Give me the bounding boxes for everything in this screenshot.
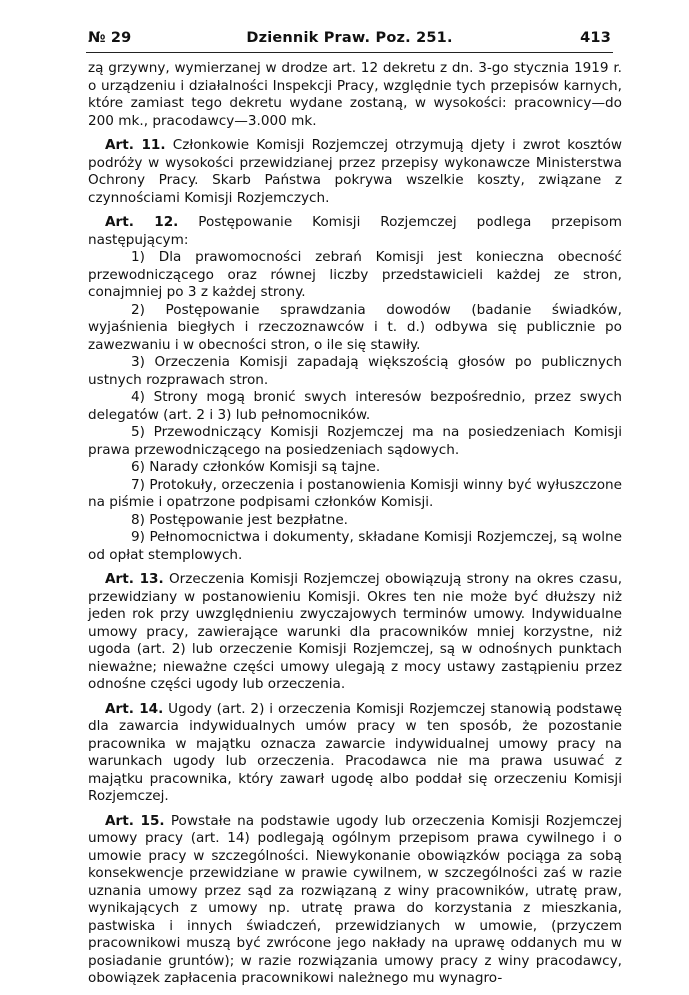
article-12-item-6: 6) Narady członków Komisji są tajne.	[131, 459, 381, 475]
document-body	[88, 60, 622, 995]
article-12-item-8: 8) Postępowanie jest bezpłatne.	[131, 511, 349, 528]
article-12-item-9: 9) Pełnomocnictwa i dokumenty, składane Komisji Rozjemczej, są wolne od opłat stemplowych.	[88, 529, 622, 563]
article-13-label: Art. 13.	[105, 571, 164, 587]
issue-number: № 29	[88, 30, 132, 46]
article-14-label: Art. 14.	[105, 700, 164, 717]
article-15-label: Art. 15.	[105, 812, 165, 829]
article-13	[88, 571, 622, 694]
article-12-item-5: 5) Przewodniczący Komisji Rozjemczej ma na posiedzeniach Komisji prawa przewodniczącego na posiedzeniach sądowych.	[88, 424, 622, 458]
article-12	[88, 214, 622, 249]
article-12-item-4: 4) Strony mogą bronić swych interesów bezpośrednio, przez swych delegatów (art. 2 i 3) lub pełnomocników.	[88, 389, 622, 423]
article-12-item-1: 1) Dla prawomocności zebrań Komisji jest konieczna obecność przewodniczącego oraz równej liczby przedstawicieli każdej ze stron, conajmniej po 3 z każdej strony.	[88, 249, 622, 300]
article-14-text: Ugody (art. 2) i orzeczenia Komisji Rozjemczej stanowią podstawę dla zawarcia indywidualnych umów pracy w ten sposób, że pozostanie pracownika w majątku oznacza zawarcie indywidualnej umowy pracy na warunkach ugody lub orzeczenia. Pracodawca nie ma prawa usuwać z majątku pracownika, który zawarł ugodę albo poddał się orzeczeniu Komisji Rozjemczej.	[88, 700, 622, 804]
article-11-text: Członkowie Komisji Rozjemczej otrzymują djety i zwrot kosztów podróży w wysokości przewidzianej przez przepisy wykonawcze Ministerstwa Ochrony Pracy. Skarb Państwa pokrywa wszelkie koszty, związane z czynnościami Komisji Rozjemczych.	[88, 137, 622, 206]
continued-paragraph: zą grzywny, wymierzanej w drodze art. 12 dekretu z dn. 3-go stycznia 1919 r. o urządzeniu i działalności Inspekcji Pracy, względnie tych przepisów karnych, które zamiast tego dekretu wydane zostaną, w wysokości: pracownicy—do 200 mk., pracodawcy—3.000 mk.	[88, 60, 622, 129]
page-header	[88, 30, 611, 52]
header-rule	[86, 52, 613, 53]
article-12-text: Postępowanie Komisji Rozjemczej podlega przepisom następującym:	[88, 214, 622, 248]
article-15-text: Powstałe na podstawie ugody lub orzeczenia Komisji Rozjemczej umowy pracy (art. 14) podlegają ogólnym przepisom prawa cywilnego i o umowie pracy w szczególności. Niewykonanie obowiązków pociąga za sobą konsekwencje przewidziane w prawie cywilnem, w szczególności zaś w razie uznania umowy przez sąd za rozwiązaną z winy pracowników, utratę praw, wynikających z umowy np. utratę prawa do korzystania z mieszkania, pastwiska i innych świadczeń, przewidzianych w umowie, (przyczem pracownikowi muszą być zwrócone jego nakłady na uprawę oddanych mu w posiadanie gruntów); w razie rozwiązania umowy pracy z winy pracodawcy, obowiązek zapłacenia pracownikowi należnego mu wynagro-	[88, 812, 622, 986]
page-number: 413	[580, 30, 611, 46]
article-12-item-2: 2) Postępowanie sprawdzania dowodów (badanie świadków, wyjaśnienia biegłych i rzeczoznawców i t. d.) odbywa się publicznie po zawezwaniu i w obecności stron, o ile się stawiły.	[88, 301, 622, 353]
article-11	[88, 137, 622, 207]
article-12-item-7: 7) Protokuły, orzeczenia i postanowienia Komisji winny być wyłuszczone na piśmie i opatrzone podpisami członków Komisji.	[88, 476, 622, 510]
article-12-label: Art. 12.	[105, 214, 179, 230]
journal-title: Dziennik Praw. Poz. 251.	[246, 30, 453, 46]
article-14	[88, 701, 622, 806]
article-12-item-3: 3) Orzeczenia Komisji zapadają większością głosów po publicznych ustnych rozprawach stron.	[88, 354, 622, 388]
article-13-text: Orzeczenia Komisji Rozjemczej obowiązują strony na okres czasu, przewidziany w postanowieniu Komisji. Okres ten nie może być dłuższy niż jeden rok przy uwzględnieniu zwyczajowych terminów umowy. Indywidualne umowy pracy, zawierające warunki dla pracowników mniej korzystne, niż ugoda (art. 2) lub orzeczenie Komisji Rozjemczej, są w odnośnych punktach nieważne; nieważne części umowy ulegają z mocy ustawy zastąpieniu przez odnośne części ugody lub orzeczenia.	[88, 571, 623, 692]
article-15	[88, 813, 622, 988]
article-11-label: Art. 11.	[105, 137, 166, 153]
